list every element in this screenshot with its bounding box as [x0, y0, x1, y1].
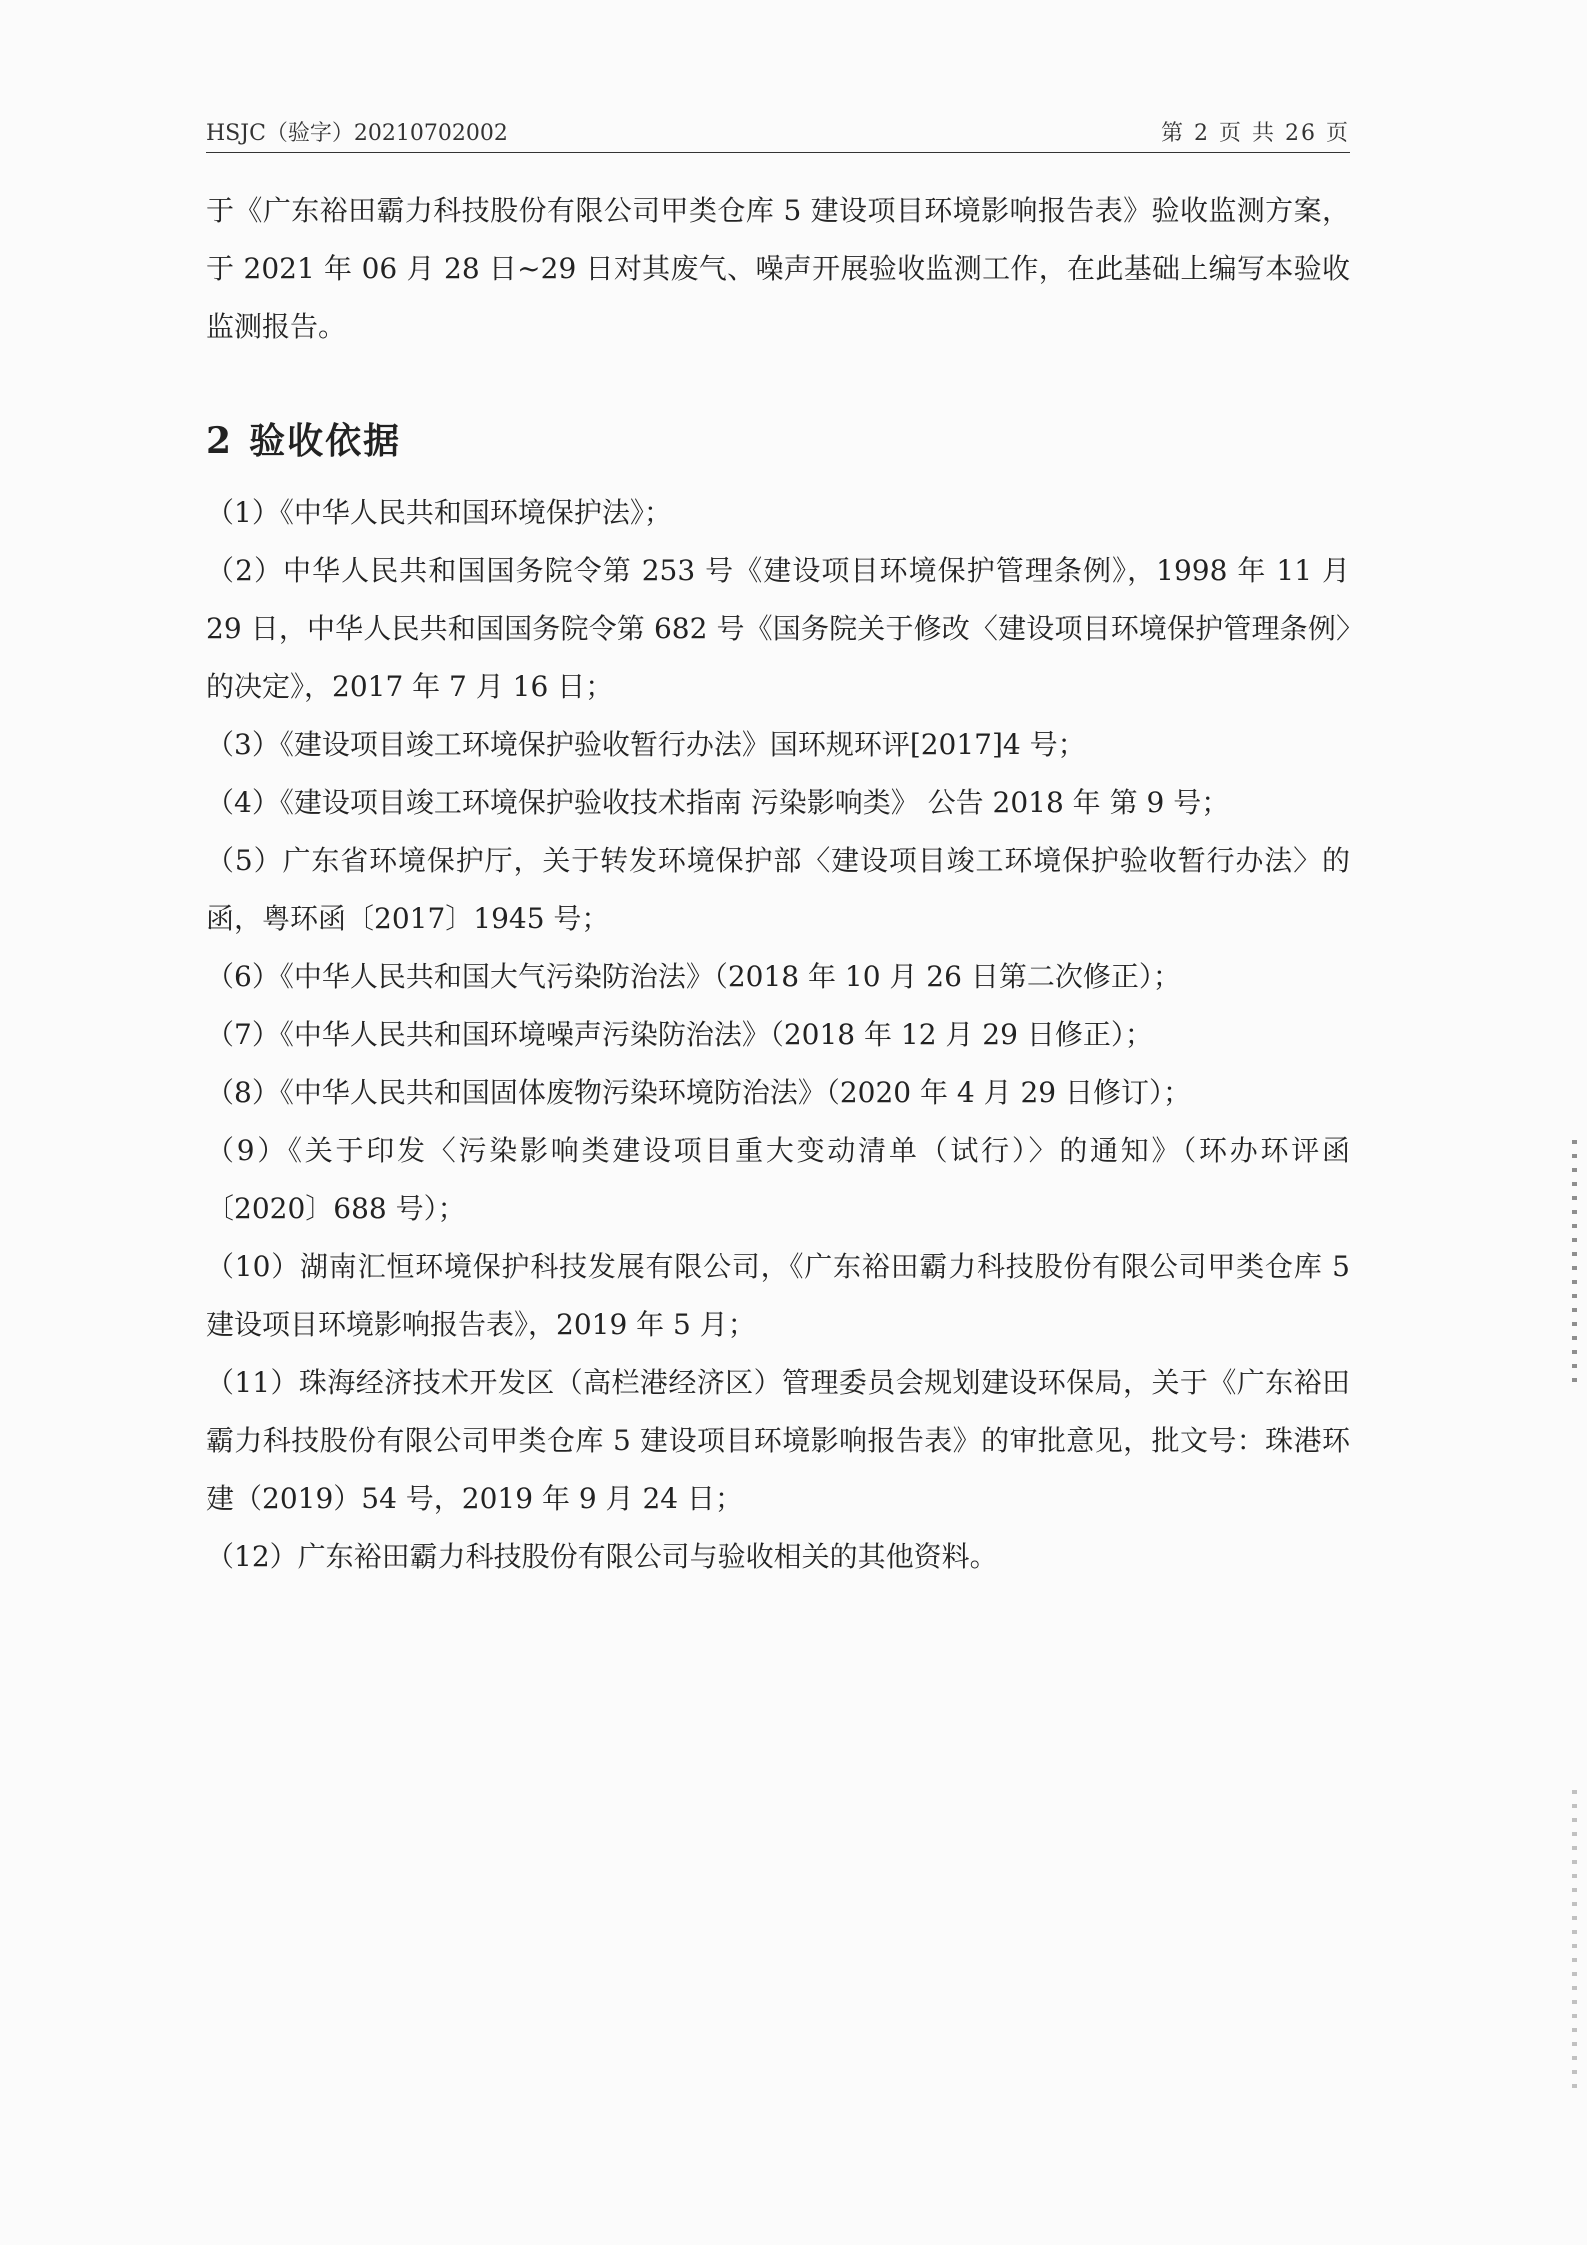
section-title: 验收依据: [249, 420, 402, 462]
reference-item: （9）《关于印发〈污染影响类建设项目重大变动清单（试行）〉的通知》（环办环评函〔2020〕688 号）；: [206, 1134, 1350, 1225]
reference-item: （1）《中华人民共和国环境保护法》；: [206, 496, 672, 529]
reference-item: （4）《建设项目竣工环境保护验收技术指南 污染影响类》 公告 2018 年 第 9 号；: [206, 786, 1230, 819]
reference-item: （10）湖南汇恒环境保护科技发展有限公司，《广东裕田霸力科技股份有限公司甲类仓库 5 建设项目环境影响报告表》，2019 年 5 月；: [206, 1250, 1350, 1341]
intro-paragraph: 于《广东裕田霸力科技股份有限公司甲类仓库 5 建设项目环境影响报告表》验收监测方案，于 2021 年 06 月 28 日~29 日对其废气、噪声开展验收监测工作，在此基础上编写本验收监测报告。: [206, 194, 1350, 343]
reference-list: [206, 484, 1350, 1586]
document-code: HSJC（验字）20210702002: [206, 121, 508, 146]
reference-item: （11）珠海经济技术开发区（高栏港经济区）管理委员会规划建设环保局，关于《广东裕田霸力科技股份有限公司甲类仓库 5 建设项目环境影响报告表》的审批意见，批文号：珠港环建（2019）54 号，2019 年 9 月 24 日；: [206, 1366, 1350, 1515]
reference-item: （8）《中华人民共和国固体废物污染环境防治法》（2020 年 4 月 29 日修订）；: [206, 1076, 1192, 1109]
reference-item: （7）《中华人民共和国环境噪声污染防治法》（2018 年 12 月 29 日修正）；: [206, 1018, 1153, 1051]
page-number: 第 2 页 共 26 页: [1161, 121, 1350, 146]
reference-item: （5）广东省环境保护厅，关于转发环境保护部〈建设项目竣工环境保护验收暂行办法〉的函，粤环函〔2017〕1945 号；: [206, 844, 1350, 935]
reference-item: （6）《中华人民共和国大气污染防治法》（2018 年 10 月 26 日第二次修正）；: [206, 960, 1181, 993]
section-heading: [206, 406, 1350, 476]
page-body: [206, 182, 1350, 1586]
reference-item: （3）《建设项目竣工环境保护验收暂行办法》国环规环评[2017]4 号；: [206, 728, 1086, 761]
reference-item: （12）广东裕田霸力科技股份有限公司与验收相关的其他资料。: [206, 1540, 998, 1573]
section-number: 2: [206, 420, 234, 462]
scan-edge-mark: [1572, 1790, 1577, 2090]
page-header: [206, 116, 1350, 153]
reference-item: （2）中华人民共和国国务院令第 253 号《建设项目环境保护管理条例》，1998 年 11 月 29 日，中华人民共和国国务院令第 682 号《国务院关于修改〈建设项目环境保护管理条例〉的决定》，2017 年 7 月 16 日；: [206, 554, 1350, 703]
scan-edge-mark: [1572, 1140, 1577, 1390]
